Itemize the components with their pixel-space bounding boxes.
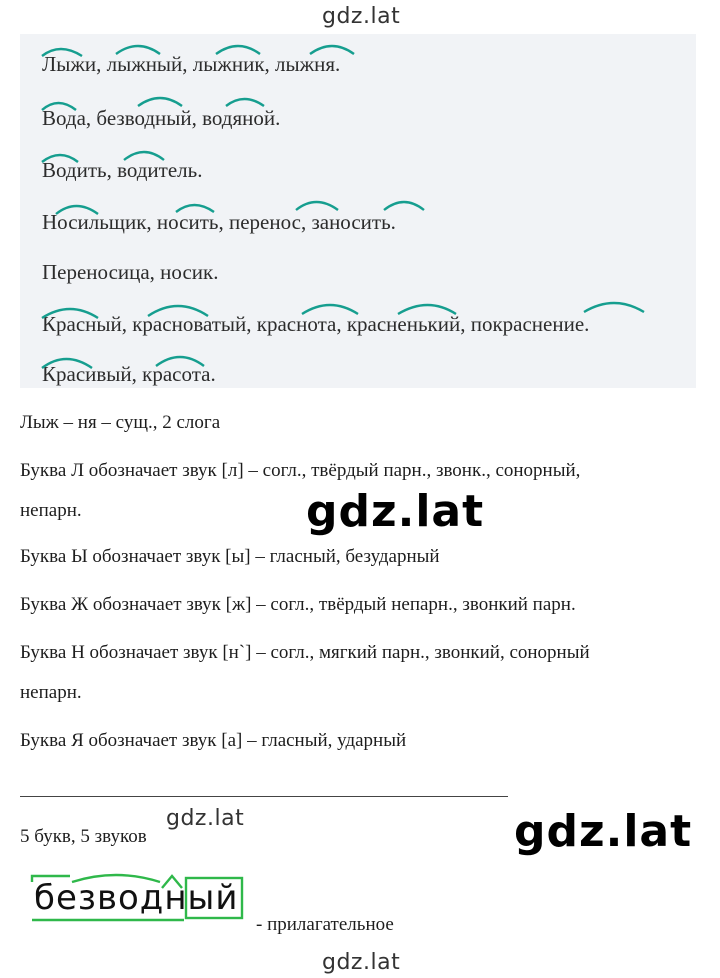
letter-l-line-1: Буква Л обозначает звук [л] – согл., твёрдый парн., звонк., сонорный, <box>20 460 581 481</box>
morpheme-marks <box>30 872 246 924</box>
letter-y-line: Буква Ы обозначает звук [ы] – гласный, безударный <box>20 546 440 567</box>
watermark-bottom: gdz.lat <box>322 950 401 975</box>
exercise-line-7: Красивый, красота. <box>42 362 216 386</box>
part-of-speech: - прилагательное <box>256 914 394 935</box>
divider <box>20 796 508 797</box>
watermark-large-3: gdz.lat <box>514 806 693 857</box>
watermark-top: gdz.lat <box>322 4 401 29</box>
exercise-line-5: Переносица, носик. <box>42 260 219 284</box>
watermark-lower-left: gdz.lat <box>166 806 245 831</box>
root-arcs <box>20 34 696 388</box>
exercise-line-1: Лыжи, лыжный, лыжник, лыжня. <box>42 52 341 76</box>
exercise-line-4: Носильщик, носить, перенос, заносить. <box>42 210 396 234</box>
exercise-line-3: Водить, водитель. <box>42 158 203 182</box>
letter-sound-count: 5 букв, 5 звуков <box>20 826 147 847</box>
exercise-line-6: Красный, красноватый, краснота, красненький, покраснение. <box>42 312 590 336</box>
letter-ya-line: Буква Я обозначает звук [а] – гласный, ударный <box>20 730 407 751</box>
letter-zh-line: Буква Ж обозначает звук [ж] – согл., твёрдый непарн., звонкий парн. <box>20 594 576 615</box>
parsed-word: безводный <box>34 878 239 918</box>
morpheme-parse <box>30 872 246 924</box>
syllable-analysis: Лыж – ня – сущ., 2 слога <box>20 412 221 433</box>
letter-l-line-2: непарн. <box>20 500 82 521</box>
watermark-large-2: gdz.lat <box>306 486 485 537</box>
exercise-line-2: Вода, безводный, водяной. <box>42 106 281 130</box>
letter-n-line-2: непарн. <box>20 682 82 703</box>
exercise-scan <box>20 34 696 388</box>
letter-n-line-1: Буква Н обозначает звук [н`] – согл., мягкий парн., звонкий, сонорный <box>20 642 590 663</box>
